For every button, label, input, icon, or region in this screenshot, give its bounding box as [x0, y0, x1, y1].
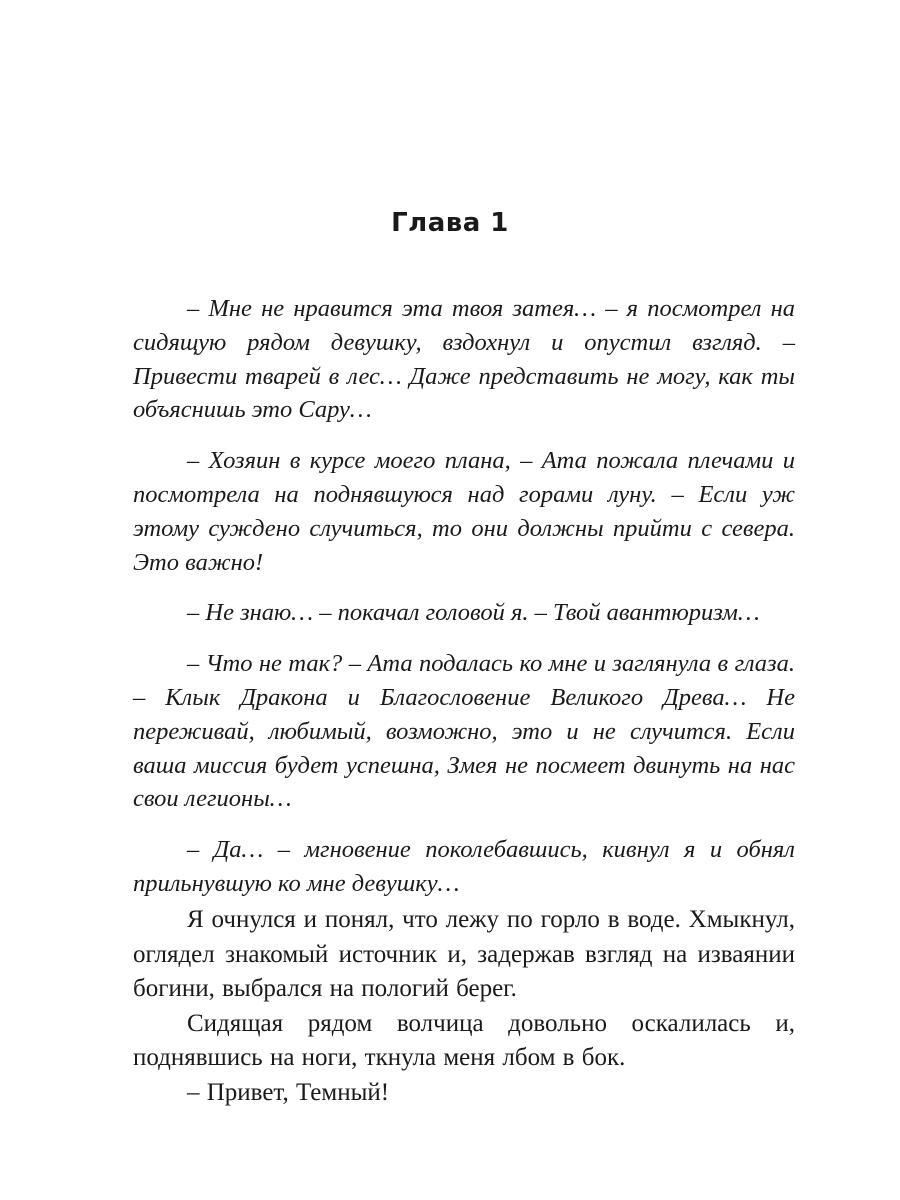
dream-dialogue — [133, 292, 795, 918]
story-text — [133, 903, 795, 1110]
dream-paragraph: – Хозяин в курсе моего плана, – Ата пожала плечами и посмотрела на поднявшуюся над горами луну. – Если уж этому суждено случиться, то они должны прийти с севера. Это важно! — [133, 447, 795, 576]
chapter-title: Глава 1 — [391, 208, 509, 238]
story-paragraph: Сидящая рядом волчица довольно оскалилась и, поднявшись на ноги, ткнула меня лбом в бок. — [133, 1009, 795, 1071]
story-paragraph: – Привет, Темный! — [187, 1078, 390, 1106]
dream-paragraph: – Что не так? – Ата подалась ко мне и заглянула в глаза. – Клык Дракона и Благословение Великого Древа… Не переживай, любимый, возможно, это и не случится. Если ваша миссия будет успешна, Змея не посмеет двинуть на нас свои легионы… — [133, 650, 795, 813]
dream-paragraph: – Мне не нравится эта твоя затея… – я посмотрел на сидящую рядом девушку, вздохнул и опустил взгляд. – Привести тварей в лес… Даже представить не могу, как ты объяснишь это Сару… — [133, 295, 795, 424]
dream-paragraph: – Не знаю… – покачал головой я. – Твой авантюризм… — [187, 599, 760, 627]
dream-paragraph: – Да… – мгновение поколебавшись, кивнул я и обнял прильнувшую ко мне девушку… — [133, 836, 795, 897]
story-paragraph: Я очнулся и понял, что лежу по горло в воде. Хмыкнул, оглядел знакомый источник и, задержав взгляд на изваянии богини, выбрался на пологий берег. — [133, 906, 795, 1002]
